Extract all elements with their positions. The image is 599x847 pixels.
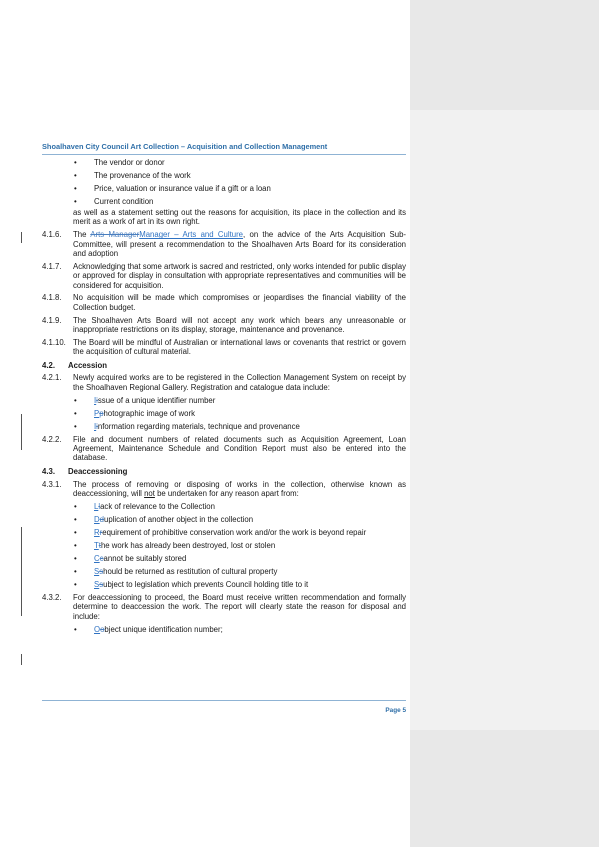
clause-4-1-9: 4.1.9. The Shoalhaven Arts Board will not accept any work which bears any unreasonable or inappropriate restrictions on its display, storage, maintenance and provenance. <box>42 315 406 335</box>
tracked-deletion[interactable]: Arts Manager <box>90 230 140 240</box>
clause-4-2-2: 4.2.2. File and document numbers of related documents such as Acquisition Agreement, Loan Agreement, Maintenance Schedule and Condition Report must also be entered into the database. <box>42 434 406 463</box>
clause-number: 4.1.10. <box>42 337 66 347</box>
list-item: • Oobject unique identification number; <box>42 625 406 634</box>
section-heading-deaccessioning: 4.3. Deaccessioning <box>42 466 128 476</box>
list-item: • Price, valuation or insurance value if a gift or a loan <box>42 184 406 193</box>
list-item: • Ccannot be suitably stored <box>42 554 406 563</box>
change-bar <box>21 414 22 450</box>
tracked-deletion[interactable]: s <box>99 580 104 590</box>
clause-4-3-2: 4.3.2. For deaccessioning to proceed, the Board must receive written recommendation and formally determine to deaccession the work. The report will clearly state the reason for disposal and include: <box>42 592 406 621</box>
change-bar <box>21 527 22 616</box>
list-item: • The provenance of the work <box>42 171 406 180</box>
clause-number: 4.2.1. <box>42 373 62 383</box>
clause-4-1-6: 4.1.6. The Arts ManagerManager – Arts and Culture, on the advice of the Arts Acquisition Sub-Committee, will present a recommendation to the Shoalhaven Arts Board for its consideration and adoption <box>42 230 407 259</box>
paragraph-continuation: as well as a statement setting out the reasons for acquisition, its place in the collection and its merit as a work of art in its own right. <box>73 208 406 227</box>
tracked-insertion[interactable]: L <box>94 502 99 512</box>
tracked-deletion[interactable]: l <box>98 502 101 512</box>
tracked-deletion[interactable]: o <box>100 624 105 634</box>
tracked-insertion[interactable]: S <box>94 580 100 590</box>
comment-pane[interactable] <box>410 0 599 847</box>
clause-4-1-7: 4.1.7. Acknowledging that some artwork is sacred and restricted, only works intended for public display or approved for display in consultation with appropriate representatives and communities will be considered for acquisition. <box>42 261 406 290</box>
list-item: • Tthe work has already been destroyed, lost or stolen <box>42 541 406 550</box>
footer-rule <box>42 700 406 701</box>
list-item: • Llack of relevance to the Collection <box>42 502 406 511</box>
comment-strip[interactable] <box>410 110 599 730</box>
tracked-deletion[interactable]: i <box>96 421 98 431</box>
tracked-deletion[interactable]: r <box>99 528 103 538</box>
tracked-insertion[interactable]: C <box>94 554 100 564</box>
tracked-insertion[interactable]: Manager – Arts and Culture <box>139 230 244 240</box>
section-heading-accession: 4.2. Accession <box>42 360 108 370</box>
clause-number: 4.1.7. <box>42 261 62 271</box>
tracked-deletion[interactable]: t <box>98 541 101 551</box>
clause-4-3-1: 4.3.1. The process of removing or disposing of works in the collection, otherwise known as deaccessioning, will not be undertaken for any reason apart from: <box>42 479 406 499</box>
list-item: • Current condition <box>42 197 406 206</box>
document-body <box>42 154 406 634</box>
clause-number: 4.3.1. <box>42 479 62 489</box>
tracked-deletion[interactable]: s <box>99 567 104 577</box>
list-item: • Rrequirement of prohibitive conservation work and/or the work is beyond repair <box>42 528 406 537</box>
change-bar <box>21 654 22 665</box>
tracked-deletion[interactable]: i <box>96 395 98 405</box>
clause-number: 4.1.9. <box>42 315 62 325</box>
list-item: • Ssubject to legislation which prevents Council holding title to it <box>42 580 406 589</box>
tracked-insertion[interactable]: T <box>94 541 99 551</box>
list-item: • Sshould be returned as restitution of cultural property <box>42 567 406 576</box>
tracked-insertion[interactable]: I <box>94 395 97 405</box>
clause-number: 4.1.8. <box>42 293 62 303</box>
change-bar <box>21 232 22 243</box>
clause-number: 4.3.2. <box>42 592 62 602</box>
tracked-insertion[interactable]: S <box>94 567 100 577</box>
tracked-insertion[interactable]: R <box>94 528 100 538</box>
tracked-insertion[interactable]: I <box>94 421 97 431</box>
list-item: • Iissue of a unique identifier number <box>42 396 406 405</box>
clause-4-2-1: 4.2.1. Newly acquired works are to be registered in the Collection Management System on receipt by the Shoalhaven Regional Gallery. Registration and catalogue data include: <box>42 373 406 392</box>
list-item: • The vendor or donor <box>42 158 406 167</box>
clause-4-1-10: 4.1.10. The Board will be mindful of Australian or international laws or covenants that restrict or govern the acquisition of cultural material. <box>42 337 406 357</box>
tracked-deletion[interactable]: p <box>99 408 104 418</box>
clause-4-1-8: 4.1.8. No acquisition will be made which compromises or jeopardises the financial viability of the Collection budget. <box>42 293 406 312</box>
list-item: • Dduplication of another object in the collection <box>42 515 406 524</box>
list-item: • Pphotographic image of work <box>42 409 406 418</box>
tracked-insertion[interactable]: P <box>94 408 100 418</box>
tracked-deletion[interactable]: c <box>99 554 104 564</box>
clause-number: 4.2.2. <box>42 434 62 444</box>
tracked-insertion[interactable]: D <box>94 515 100 525</box>
page-number: Page 5 <box>385 707 406 714</box>
tracked-insertion[interactable]: O <box>94 624 101 634</box>
page-header: Shoalhaven City Council Art Collection – Acquisition and Collection Management <box>42 142 406 155</box>
tracked-deletion[interactable]: d <box>99 515 104 525</box>
list-item: • Iinformation regarding materials, technique and provenance <box>42 422 406 431</box>
clause-number: 4.1.6. <box>42 230 62 240</box>
